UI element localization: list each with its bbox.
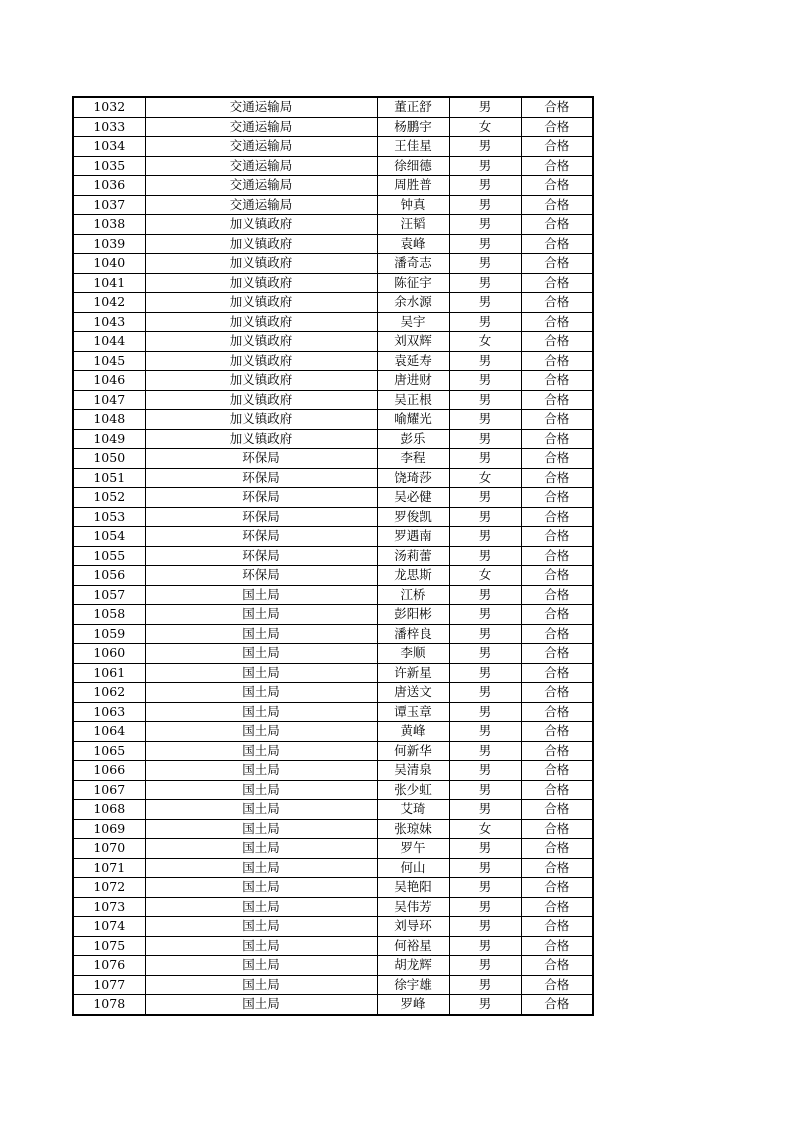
cell-name: 张少虹 <box>377 780 449 800</box>
cell-result: 合格 <box>521 195 593 215</box>
cell-unit: 加义镇政府 <box>145 410 377 430</box>
cell-name: 潘梓良 <box>377 624 449 644</box>
cell-gender: 男 <box>449 97 521 117</box>
cell-name: 袁峰 <box>377 234 449 254</box>
cell-unit: 加义镇政府 <box>145 312 377 332</box>
cell-name: 何新华 <box>377 741 449 761</box>
cell-unit: 国土局 <box>145 663 377 683</box>
cell-name: 徐细德 <box>377 156 449 176</box>
cell-number: 1034 <box>73 137 145 157</box>
cell-result: 合格 <box>521 468 593 488</box>
cell-gender: 男 <box>449 936 521 956</box>
cell-result: 合格 <box>521 702 593 722</box>
cell-gender: 男 <box>449 624 521 644</box>
cell-number: 1069 <box>73 819 145 839</box>
table-row <box>73 410 593 430</box>
cell-name: 董正舒 <box>377 97 449 117</box>
cell-unit: 交通运输局 <box>145 176 377 196</box>
cell-unit: 国土局 <box>145 975 377 995</box>
cell-gender: 男 <box>449 254 521 274</box>
results-table-body <box>73 97 593 1015</box>
cell-gender: 女 <box>449 117 521 137</box>
cell-gender: 男 <box>449 683 521 703</box>
cell-unit: 国土局 <box>145 624 377 644</box>
cell-number: 1052 <box>73 488 145 508</box>
table-row <box>73 917 593 937</box>
cell-name: 李顺 <box>377 644 449 664</box>
cell-result: 合格 <box>521 917 593 937</box>
cell-name: 王佳星 <box>377 137 449 157</box>
cell-gender: 男 <box>449 293 521 313</box>
table-row <box>73 234 593 254</box>
cell-result: 合格 <box>521 585 593 605</box>
cell-number: 1073 <box>73 897 145 917</box>
cell-result: 合格 <box>521 566 593 586</box>
cell-unit: 加义镇政府 <box>145 332 377 352</box>
cell-unit: 环保局 <box>145 507 377 527</box>
cell-gender: 男 <box>449 878 521 898</box>
cell-result: 合格 <box>521 975 593 995</box>
table-row <box>73 390 593 410</box>
cell-unit: 加义镇政府 <box>145 293 377 313</box>
cell-number: 1044 <box>73 332 145 352</box>
cell-unit: 加义镇政府 <box>145 429 377 449</box>
cell-result: 合格 <box>521 351 593 371</box>
cell-number: 1056 <box>73 566 145 586</box>
table-row <box>73 800 593 820</box>
cell-unit: 国土局 <box>145 819 377 839</box>
cell-name: 江桥 <box>377 585 449 605</box>
cell-number: 1041 <box>73 273 145 293</box>
cell-result: 合格 <box>521 995 593 1015</box>
cell-unit: 国土局 <box>145 936 377 956</box>
cell-number: 1039 <box>73 234 145 254</box>
cell-gender: 男 <box>449 449 521 469</box>
table-row <box>73 449 593 469</box>
cell-name: 胡龙辉 <box>377 956 449 976</box>
cell-number: 1032 <box>73 97 145 117</box>
cell-gender: 男 <box>449 761 521 781</box>
cell-unit: 加义镇政府 <box>145 390 377 410</box>
table-row <box>73 605 593 625</box>
cell-number: 1077 <box>73 975 145 995</box>
table-row <box>73 254 593 274</box>
cell-number: 1060 <box>73 644 145 664</box>
cell-result: 合格 <box>521 137 593 157</box>
cell-number: 1076 <box>73 956 145 976</box>
cell-gender: 男 <box>449 995 521 1015</box>
cell-result: 合格 <box>521 741 593 761</box>
cell-name: 黄峰 <box>377 722 449 742</box>
cell-result: 合格 <box>521 234 593 254</box>
cell-unit: 国土局 <box>145 917 377 937</box>
cell-name: 谭玉章 <box>377 702 449 722</box>
cell-unit: 国土局 <box>145 995 377 1015</box>
cell-unit: 加义镇政府 <box>145 351 377 371</box>
cell-name: 刘双辉 <box>377 332 449 352</box>
cell-result: 合格 <box>521 312 593 332</box>
cell-number: 1049 <box>73 429 145 449</box>
table-row <box>73 527 593 547</box>
cell-unit: 国土局 <box>145 702 377 722</box>
cell-name: 周胜普 <box>377 176 449 196</box>
cell-gender: 男 <box>449 722 521 742</box>
cell-gender: 男 <box>449 800 521 820</box>
table-row <box>73 702 593 722</box>
table-row <box>73 956 593 976</box>
cell-name: 罗午 <box>377 839 449 859</box>
cell-number: 1042 <box>73 293 145 313</box>
cell-name: 刘导环 <box>377 917 449 937</box>
table-row <box>73 936 593 956</box>
cell-unit: 国土局 <box>145 741 377 761</box>
cell-gender: 男 <box>449 663 521 683</box>
cell-number: 1072 <box>73 878 145 898</box>
results-table <box>72 96 594 1016</box>
cell-gender: 男 <box>449 546 521 566</box>
cell-result: 合格 <box>521 332 593 352</box>
cell-result: 合格 <box>521 897 593 917</box>
cell-gender: 女 <box>449 566 521 586</box>
cell-name: 吴宇 <box>377 312 449 332</box>
cell-name: 唐送文 <box>377 683 449 703</box>
cell-unit: 交通运输局 <box>145 137 377 157</box>
cell-number: 1064 <box>73 722 145 742</box>
table-row <box>73 624 593 644</box>
cell-gender: 男 <box>449 917 521 937</box>
cell-gender: 男 <box>449 507 521 527</box>
cell-result: 合格 <box>521 215 593 235</box>
cell-name: 杨鹏宇 <box>377 117 449 137</box>
cell-result: 合格 <box>521 176 593 196</box>
cell-result: 合格 <box>521 390 593 410</box>
cell-name: 许新星 <box>377 663 449 683</box>
table-row <box>73 897 593 917</box>
cell-result: 合格 <box>521 800 593 820</box>
cell-gender: 男 <box>449 215 521 235</box>
cell-result: 合格 <box>521 254 593 274</box>
cell-number: 1046 <box>73 371 145 391</box>
cell-result: 合格 <box>521 156 593 176</box>
cell-name: 吴清泉 <box>377 761 449 781</box>
cell-name: 何山 <box>377 858 449 878</box>
cell-name: 吴伟芳 <box>377 897 449 917</box>
cell-unit: 加义镇政府 <box>145 234 377 254</box>
cell-result: 合格 <box>521 761 593 781</box>
cell-gender: 男 <box>449 371 521 391</box>
table-row <box>73 644 593 664</box>
cell-result: 合格 <box>521 936 593 956</box>
cell-result: 合格 <box>521 488 593 508</box>
table-row <box>73 371 593 391</box>
cell-name: 彭乐 <box>377 429 449 449</box>
cell-number: 1074 <box>73 917 145 937</box>
cell-name: 喻耀光 <box>377 410 449 430</box>
cell-gender: 男 <box>449 156 521 176</box>
table-row <box>73 566 593 586</box>
cell-number: 1059 <box>73 624 145 644</box>
cell-gender: 男 <box>449 644 521 664</box>
cell-unit: 国土局 <box>145 761 377 781</box>
cell-number: 1051 <box>73 468 145 488</box>
cell-unit: 国土局 <box>145 722 377 742</box>
table-row <box>73 312 593 332</box>
cell-name: 罗峰 <box>377 995 449 1015</box>
table-row <box>73 293 593 313</box>
cell-number: 1054 <box>73 527 145 547</box>
table-row <box>73 429 593 449</box>
cell-number: 1033 <box>73 117 145 137</box>
cell-unit: 环保局 <box>145 527 377 547</box>
cell-unit: 国土局 <box>145 780 377 800</box>
cell-number: 1040 <box>73 254 145 274</box>
cell-result: 合格 <box>521 546 593 566</box>
cell-number: 1065 <box>73 741 145 761</box>
cell-result: 合格 <box>521 429 593 449</box>
cell-number: 1055 <box>73 546 145 566</box>
table-row <box>73 137 593 157</box>
cell-gender: 男 <box>449 176 521 196</box>
cell-gender: 男 <box>449 585 521 605</box>
cell-result: 合格 <box>521 683 593 703</box>
cell-gender: 男 <box>449 605 521 625</box>
cell-gender: 男 <box>449 195 521 215</box>
cell-gender: 男 <box>449 137 521 157</box>
cell-result: 合格 <box>521 273 593 293</box>
table-row <box>73 663 593 683</box>
cell-unit: 国土局 <box>145 683 377 703</box>
cell-unit: 交通运输局 <box>145 195 377 215</box>
cell-result: 合格 <box>521 839 593 859</box>
cell-name: 徐宇雄 <box>377 975 449 995</box>
cell-unit: 环保局 <box>145 449 377 469</box>
cell-unit: 国土局 <box>145 605 377 625</box>
cell-unit: 环保局 <box>145 488 377 508</box>
table-row <box>73 839 593 859</box>
table-row <box>73 741 593 761</box>
cell-gender: 男 <box>449 488 521 508</box>
cell-number: 1066 <box>73 761 145 781</box>
cell-result: 合格 <box>521 605 593 625</box>
cell-number: 1045 <box>73 351 145 371</box>
cell-gender: 女 <box>449 468 521 488</box>
table-row <box>73 780 593 800</box>
cell-result: 合格 <box>521 624 593 644</box>
table-row <box>73 215 593 235</box>
table-row <box>73 273 593 293</box>
cell-gender: 男 <box>449 273 521 293</box>
cell-number: 1075 <box>73 936 145 956</box>
cell-name: 吴艳阳 <box>377 878 449 898</box>
table-row <box>73 995 593 1015</box>
table-row <box>73 761 593 781</box>
cell-name: 罗俊凯 <box>377 507 449 527</box>
cell-result: 合格 <box>521 293 593 313</box>
cell-result: 合格 <box>521 410 593 430</box>
cell-result: 合格 <box>521 507 593 527</box>
cell-unit: 加义镇政府 <box>145 215 377 235</box>
table-row <box>73 332 593 352</box>
cell-unit: 环保局 <box>145 468 377 488</box>
cell-gender: 男 <box>449 390 521 410</box>
cell-number: 1047 <box>73 390 145 410</box>
cell-gender: 男 <box>449 429 521 449</box>
cell-unit: 国土局 <box>145 878 377 898</box>
cell-unit: 国土局 <box>145 897 377 917</box>
cell-number: 1068 <box>73 800 145 820</box>
cell-name: 潘奇志 <box>377 254 449 274</box>
table-row <box>73 878 593 898</box>
cell-result: 合格 <box>521 97 593 117</box>
cell-name: 陈征宇 <box>377 273 449 293</box>
cell-gender: 男 <box>449 702 521 722</box>
cell-name: 汤莉蕾 <box>377 546 449 566</box>
cell-number: 1038 <box>73 215 145 235</box>
table-row <box>73 351 593 371</box>
cell-number: 1037 <box>73 195 145 215</box>
table-row <box>73 488 593 508</box>
cell-name: 张琼妹 <box>377 819 449 839</box>
table-row <box>73 176 593 196</box>
cell-result: 合格 <box>521 819 593 839</box>
table-row <box>73 819 593 839</box>
cell-name: 龙思斯 <box>377 566 449 586</box>
cell-name: 艾琦 <box>377 800 449 820</box>
cell-result: 合格 <box>521 449 593 469</box>
table-row <box>73 683 593 703</box>
cell-gender: 女 <box>449 332 521 352</box>
cell-name: 饶琦莎 <box>377 468 449 488</box>
cell-name: 钟真 <box>377 195 449 215</box>
cell-number: 1078 <box>73 995 145 1015</box>
cell-name: 李程 <box>377 449 449 469</box>
cell-number: 1048 <box>73 410 145 430</box>
cell-result: 合格 <box>521 858 593 878</box>
cell-gender: 男 <box>449 410 521 430</box>
cell-gender: 男 <box>449 975 521 995</box>
table-row <box>73 585 593 605</box>
cell-name: 袁延寿 <box>377 351 449 371</box>
cell-unit: 国土局 <box>145 800 377 820</box>
cell-gender: 男 <box>449 956 521 976</box>
cell-unit: 加义镇政府 <box>145 254 377 274</box>
cell-number: 1036 <box>73 176 145 196</box>
cell-number: 1058 <box>73 605 145 625</box>
cell-result: 合格 <box>521 878 593 898</box>
cell-result: 合格 <box>521 663 593 683</box>
cell-name: 汪韬 <box>377 215 449 235</box>
cell-number: 1043 <box>73 312 145 332</box>
cell-unit: 国土局 <box>145 956 377 976</box>
cell-gender: 男 <box>449 858 521 878</box>
cell-name: 吴正根 <box>377 390 449 410</box>
cell-number: 1063 <box>73 702 145 722</box>
cell-unit: 国土局 <box>145 858 377 878</box>
cell-result: 合格 <box>521 780 593 800</box>
cell-number: 1061 <box>73 663 145 683</box>
cell-unit: 国土局 <box>145 839 377 859</box>
table-row <box>73 97 593 117</box>
cell-number: 1057 <box>73 585 145 605</box>
cell-number: 1053 <box>73 507 145 527</box>
cell-number: 1035 <box>73 156 145 176</box>
table-row <box>73 156 593 176</box>
cell-name: 唐进财 <box>377 371 449 391</box>
cell-result: 合格 <box>521 371 593 391</box>
table-row <box>73 546 593 566</box>
cell-gender: 男 <box>449 780 521 800</box>
cell-result: 合格 <box>521 956 593 976</box>
cell-gender: 女 <box>449 819 521 839</box>
cell-gender: 男 <box>449 351 521 371</box>
cell-name: 罗遇南 <box>377 527 449 547</box>
cell-number: 1070 <box>73 839 145 859</box>
cell-name: 吴必健 <box>377 488 449 508</box>
cell-gender: 男 <box>449 234 521 254</box>
cell-unit: 国土局 <box>145 585 377 605</box>
cell-result: 合格 <box>521 117 593 137</box>
cell-gender: 男 <box>449 839 521 859</box>
table-row <box>73 975 593 995</box>
cell-name: 何裕星 <box>377 936 449 956</box>
cell-unit: 交通运输局 <box>145 97 377 117</box>
table-row <box>73 195 593 215</box>
cell-result: 合格 <box>521 527 593 547</box>
cell-number: 1071 <box>73 858 145 878</box>
cell-unit: 环保局 <box>145 546 377 566</box>
cell-gender: 男 <box>449 527 521 547</box>
table-row <box>73 722 593 742</box>
cell-unit: 国土局 <box>145 644 377 664</box>
table-row <box>73 468 593 488</box>
cell-number: 1050 <box>73 449 145 469</box>
cell-unit: 交通运输局 <box>145 117 377 137</box>
table-row <box>73 858 593 878</box>
cell-result: 合格 <box>521 644 593 664</box>
cell-unit: 加义镇政府 <box>145 273 377 293</box>
cell-unit: 加义镇政府 <box>145 371 377 391</box>
cell-result: 合格 <box>521 722 593 742</box>
cell-gender: 男 <box>449 312 521 332</box>
cell-name: 彭阳彬 <box>377 605 449 625</box>
cell-gender: 男 <box>449 741 521 761</box>
table-row <box>73 507 593 527</box>
cell-name: 余水源 <box>377 293 449 313</box>
cell-unit: 环保局 <box>145 566 377 586</box>
cell-number: 1067 <box>73 780 145 800</box>
table-row <box>73 117 593 137</box>
cell-gender: 男 <box>449 897 521 917</box>
cell-number: 1062 <box>73 683 145 703</box>
cell-unit: 交通运输局 <box>145 156 377 176</box>
